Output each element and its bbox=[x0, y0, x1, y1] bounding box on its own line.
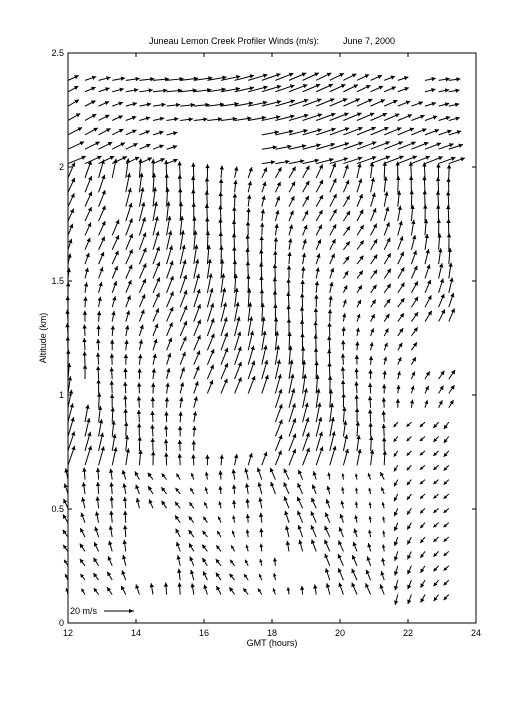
x-axis-label: GMT (hours) bbox=[247, 638, 298, 648]
y-tick-label-2.5: 2.5 bbox=[51, 48, 64, 58]
x-tick-label-24: 24 bbox=[471, 628, 481, 638]
x-tick-label-18: 18 bbox=[267, 628, 277, 638]
y-tick-label-1: 1 bbox=[59, 390, 64, 400]
x-tick-label-12: 12 bbox=[63, 628, 73, 638]
x-tick-label-22: 22 bbox=[403, 628, 413, 638]
chart-title-group bbox=[149, 36, 395, 46]
chart-date: June 7, 2000 bbox=[343, 36, 395, 46]
y-tick-label-0: 0 bbox=[59, 618, 64, 628]
y-tick-label-0.5: 0.5 bbox=[51, 504, 64, 514]
chart-title: Juneau Lemon Creek Profiler Winds (m/s): bbox=[149, 36, 319, 46]
x-tick-label-20: 20 bbox=[335, 628, 345, 638]
scale-key-label: 20 m/s bbox=[70, 606, 98, 616]
x-tick-label-14: 14 bbox=[131, 628, 141, 638]
x-tick-label-16: 16 bbox=[199, 628, 209, 638]
y-tick-label-2: 2 bbox=[59, 162, 64, 172]
y-tick-label-1.5: 1.5 bbox=[51, 276, 64, 286]
y-axis-label: Altitude (km) bbox=[38, 313, 48, 364]
